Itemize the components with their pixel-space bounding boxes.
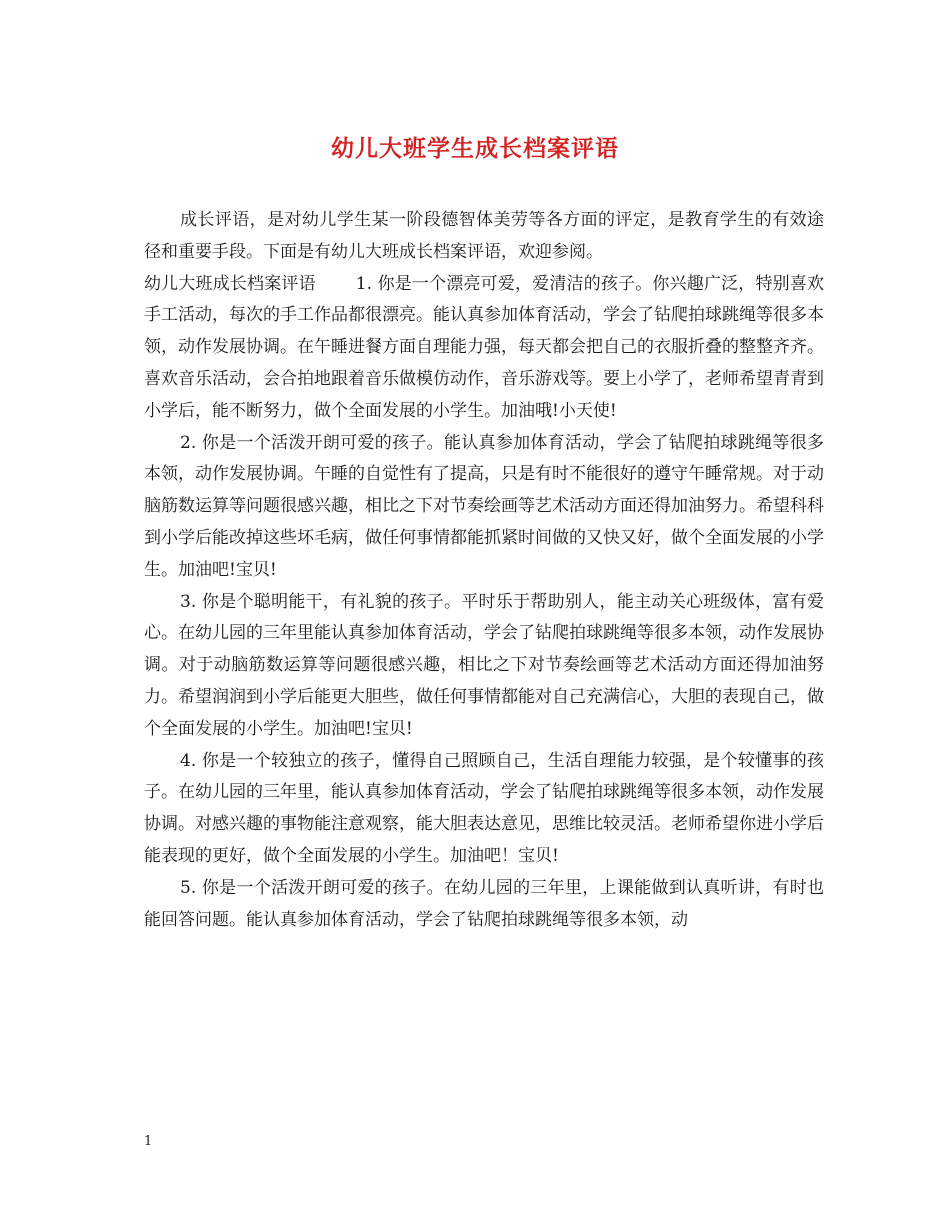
item-paragraph-5: 5. 你是一个活泼开朗可爱的孩子。在幼儿园的三年里，上课能做到认真听讲，有时也能回答问题。能认真参加体育活动，学会了钻爬拍球跳绳等很多本领，动 (144, 877, 824, 930)
section-subheading: 幼儿大班成长档案评语 (144, 273, 316, 294)
item-paragraph-1 (144, 269, 824, 428)
document-body (144, 205, 824, 936)
page-number: 1 (144, 1134, 153, 1149)
item-paragraph-4: 4. 你是一个较独立的孩子，懂得自己照顾自己，生活自理能力较强，是个较懂事的孩子。在幼儿园的三年里，能认真参加体育活动，学会了钻爬拍球跳绳等很多本领，动作发展协调。对感兴趣的事物能注意观察，能大胆表达意见，思维比较灵活。老师希望你进小学后能表现的更好，做个全面发展的小学生。加油吧！宝贝! (144, 750, 824, 866)
item-paragraph-2: 2. 你是一个活泼开朗可爱的孩子。能认真参加体育活动，学会了钻爬拍球跳绳等很多本领，动作发展协调。午睡的自觉性有了提高，只是有时不能很好的遵守午睡常规。对于动脑筋数运算等问题很感兴趣，相比之下对节奏绘画等艺术活动方面还得加油努力。希望科科到小学后能改掉这些坏毛病，做任何事情都能抓紧时间做的又快又好，做个全面发展的小学生。加油吧!宝贝! (144, 432, 824, 580)
page-title: 幼儿大班学生成长档案评语 (331, 135, 619, 162)
item-paragraph-3: 3. 你是个聪明能干，有礼貌的孩子。平时乐于帮助别人，能主动关心班级体，富有爱心。在幼儿园的三年里能认真参加体育活动，学会了钻爬拍球跳绳等很多本领，动作发展协调。对于动脑筋数运算等问题很感兴趣，相比之下对节奏绘画等艺术活动方面还得加油努力。希望润润到小学后能更大胆些，做任何事情都能对自己充满信心，大胆的表现自己，做个全面发展的小学生。加油吧!宝贝! (144, 591, 824, 739)
item-text-1: 1. 你是一个漂亮可爱，爱清洁的孩子。你兴趣广泛，特别喜欢手工活动，每次的手工作品都很漂亮。能认真参加体育活动，学会了钻爬拍球跳绳等很多本领，动作发展协调。在午睡进餐方面自理能力强，每天都会把自己的衣服折叠的整整齐齐。喜欢音乐活动，会合拍地跟着音乐做模仿动作，音乐游戏等。要上小学了，老师希望青青到小学后，能不断努力，做个全面发展的小学生。加油哦!小天使! (144, 273, 825, 421)
intro-paragraph: 成长评语，是对幼儿学生某一阶段德智体美劳等各方面的评定，是教育学生的有效途径和重要手段。下面是有幼儿大班成长档案评语，欢迎参阅。 (144, 210, 824, 262)
